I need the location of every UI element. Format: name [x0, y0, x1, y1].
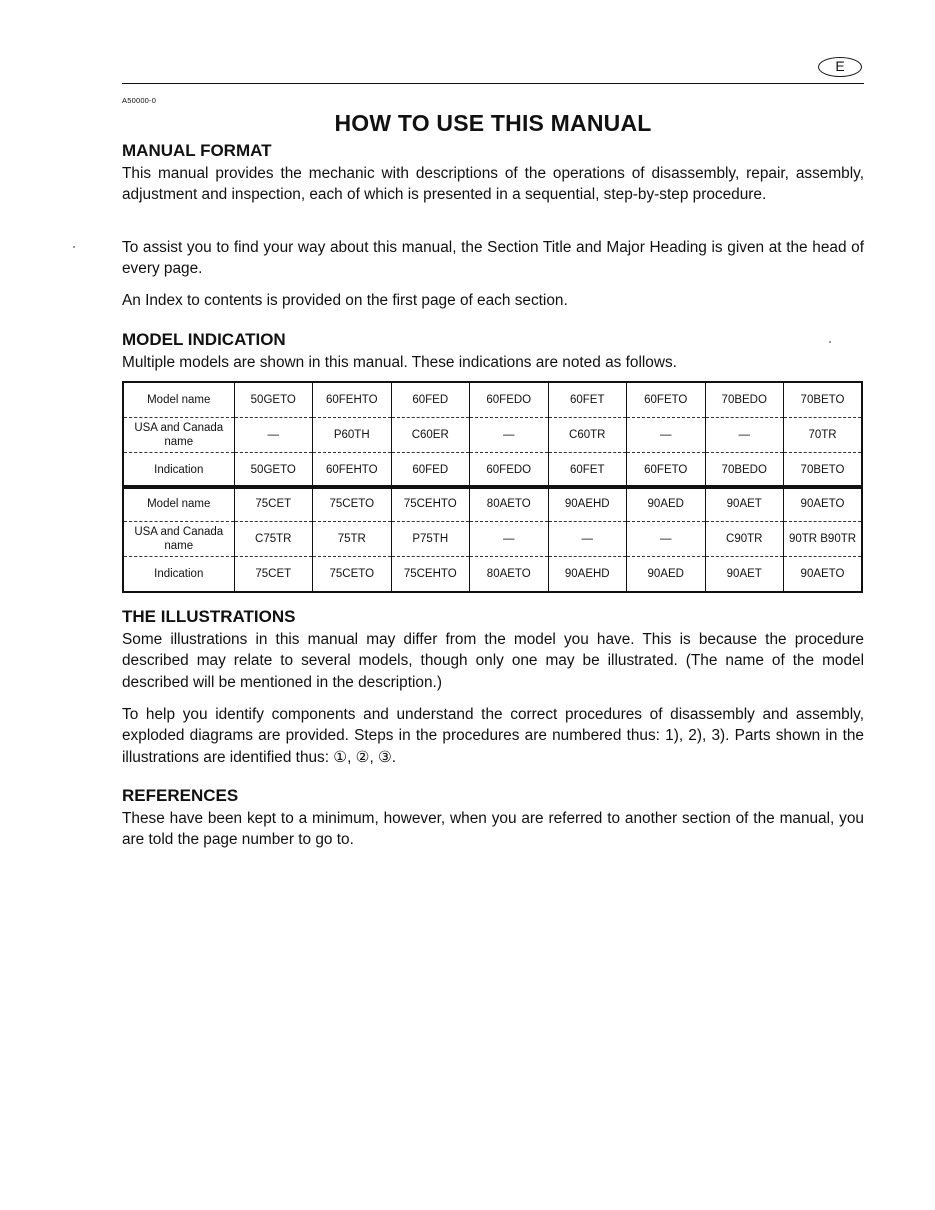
model-table-1 [122, 381, 863, 489]
table-cell: P75TH [391, 522, 470, 557]
table-cell: — [627, 522, 706, 557]
row-label: Indication [154, 464, 204, 476]
table-cell: 60FEDO [470, 382, 549, 418]
table-row-usa-canada-name [123, 522, 862, 557]
table-cell: 60FET [548, 453, 627, 489]
row-label: Model name [123, 382, 234, 418]
table-cell: 70BETO [784, 382, 863, 418]
illustrations-heading: THE ILLUSTRATIONS [122, 607, 296, 626]
table-cell: 75CETO [313, 486, 392, 522]
table-cell: 90AET [705, 486, 784, 522]
table-cell: 70BEDO [705, 453, 784, 489]
table-cell: C90TR [705, 522, 784, 557]
table-cell: C60ER [391, 418, 470, 453]
table-cell: — [234, 418, 313, 453]
table-cell: 75CET [234, 557, 313, 593]
table-cell: 70BEDO [705, 382, 784, 418]
language-badge: E [818, 57, 862, 77]
row-label: USA and Canada name [123, 418, 234, 453]
table-row-model-name [123, 486, 862, 522]
table-cell: 90TR B90TR [784, 522, 863, 557]
row-label: Model name [123, 486, 234, 522]
table-cell: 60FEDO [470, 453, 549, 489]
scan-speck [73, 246, 75, 248]
table-cell: 60FED [391, 382, 470, 418]
references-paragraph: These have been kept to a minimum, however, when you are referred to another section of the manual, you are told the page number to go to. [122, 810, 864, 849]
table-cell: 60FED [391, 453, 470, 489]
page-title: HOW TO USE THIS MANUAL [334, 110, 652, 136]
table-cell: 90AETO [784, 486, 863, 522]
table-cell: 90AED [627, 486, 706, 522]
table-row-indication [123, 453, 862, 489]
header-rule [122, 83, 864, 84]
table-cell: 60FEHTO [313, 382, 392, 418]
illustrations-paragraph-2: To help you identify components and understand the correct procedures of disassembly and assembly, exploded diagrams are provided. Steps in the procedures are numbered thus: 1), 2), 3). Parts shown in the illustrations are identified thus: ①, ②, ③. [122, 706, 864, 766]
table-cell: 90AEHD [548, 557, 627, 593]
table-cell: — [470, 418, 549, 453]
table-cell: 80AETO [470, 486, 549, 522]
references-heading: REFERENCES [122, 786, 239, 805]
row-label: Indication [154, 568, 204, 580]
table-cell: 75CETO [313, 557, 392, 593]
table-cell: — [627, 418, 706, 453]
table-row-indication [123, 557, 862, 593]
table-cell: 60FETO [627, 453, 706, 489]
table-cell: 90AETO [784, 557, 863, 593]
table-cell: P60TH [313, 418, 392, 453]
document-code: A50000-0 [122, 96, 157, 105]
model-indication-heading: MODEL INDICATION [122, 330, 286, 349]
table-cell: 70BETO [784, 453, 863, 489]
table-cell: 80AETO [470, 557, 549, 593]
table-cell: 90AET [705, 557, 784, 593]
manual-format-paragraph-2: To assist you to find your way about this manual, the Section Title and Major Heading is given at the head of every page. [122, 239, 864, 278]
table-cell: 75TR [313, 522, 392, 557]
table-cell: 75CEHTO [391, 557, 470, 593]
table-cell: 50GETO [234, 382, 313, 418]
table-cell: — [548, 522, 627, 557]
table-cell: 60FEHTO [313, 453, 392, 489]
table-row-usa-canada-name [123, 418, 862, 453]
manual-format-heading: MANUAL FORMAT [122, 141, 272, 160]
row-label: USA and Canada name [123, 522, 234, 557]
table-cell: 75CEHTO [391, 486, 470, 522]
model-table-2 [122, 485, 863, 593]
table-cell: 50GETO [234, 453, 313, 489]
table-row-model-name [123, 382, 862, 418]
table-cell: 60FET [548, 382, 627, 418]
illustrations-paragraph-1: Some illustrations in this manual may differ from the model you have. This is because the procedure described may relate to several models, though only one may be illustrated. (The name of the model described will be mentioned in the description.) [122, 631, 864, 691]
manual-format-paragraph-1: This manual provides the mechanic with descriptions of the operations of disassembly, repair, assembly, adjustment and inspection, each of which is presented in a sequential, step-by-step procedure. [122, 165, 864, 204]
table-cell: 90AED [627, 557, 706, 593]
scan-speck [829, 341, 831, 343]
manual-format-paragraph-3: An Index to contents is provided on the first page of each section. [122, 292, 568, 309]
table-cell: 75CET [234, 486, 313, 522]
table-cell: 60FETO [627, 382, 706, 418]
table-cell: 70TR [784, 418, 863, 453]
table-cell: — [705, 418, 784, 453]
table-cell: C75TR [234, 522, 313, 557]
model-indication-intro: Multiple models are shown in this manual. These indications are noted as follows. [122, 354, 677, 371]
table-cell: C60TR [548, 418, 627, 453]
table-cell: — [470, 522, 549, 557]
table-cell: 90AEHD [548, 486, 627, 522]
